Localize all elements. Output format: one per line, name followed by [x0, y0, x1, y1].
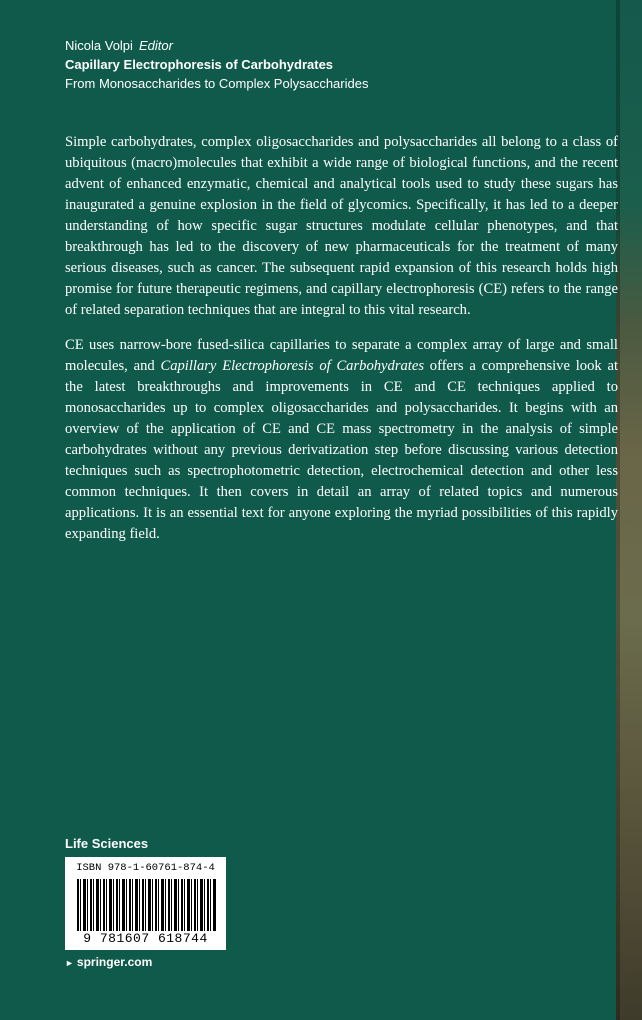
barcode-digits: 9 781607 618744	[83, 931, 208, 946]
blurb	[65, 132, 618, 559]
isbn-barcode	[65, 857, 226, 950]
isbn-number: ISBN 978-1-60761-874-4	[76, 862, 215, 874]
editor-line	[65, 36, 368, 55]
book-header	[65, 36, 368, 93]
blurb-paragraph-2-start: CE uses narrow-bore fused-silica capillaries to separate a complex array of large and small molecules, and	[65, 337, 618, 374]
editor-name: Nicola Volpi	[65, 38, 133, 53]
publisher-link[interactable]	[65, 955, 152, 969]
arrow-icon: ►	[65, 958, 74, 968]
series-label: Life Sciences	[65, 836, 149, 851]
blurb-paragraph-2-end: offers a comprehensive look at the latest breakthroughs and improvements in CE and CE techniques applied to monosaccharides up to complex oligosaccharides and polysaccharides. It begins with an overview of the application of CE and CE mass spectrometry in the analysis of simple carbohydrates without any previous derivatization step before discussing various detection techniques such as spectrophotometric detection, electrochemical detection and other less common techniques. It then covers in detail an array of related topics and numerous applications. It is an essential text for anyone exploring the myriad possibilities of this rapidly expanding field.	[65, 358, 619, 542]
barcode-bars	[77, 879, 217, 931]
blurb-paragraph-1: Simple carbohydrates, complex oligosaccharides and polysaccharides all belong to a class of ubiquitous (macro)molecules that exhibit a wide range of biological functions, and the recent advent of enhanced enzymatic, chemical and analytical tools used to study these sugars has inaugurated a genuine explosion in the field of glycomics. Specifically, it has led to a deeper understanding of how specific sugar structures modulate cellular phenotypes, and that breakthrough has led to the discovery of new pharmaceuticals for the treatment of many serious diseases, such as cancer. The subsequent rapid expansion of this research holds high promise for future therapeutic regimens, and capillary electrophoresis (CE) refers to the range of related separation techniques that are integral to this vital research.	[65, 134, 618, 318]
publisher-url: springer.com	[76, 955, 153, 969]
book-title: Capillary Electrophoresis of Carbohydrates	[65, 57, 334, 72]
book-subtitle: From Monosaccharides to Complex Polysaccharides	[65, 76, 369, 91]
blurb-paragraph-2	[65, 335, 618, 545]
editor-role: Editor	[138, 38, 173, 53]
blurb-book-title-italic: Capillary Electrophoresis of Carbohydrates	[160, 358, 425, 374]
